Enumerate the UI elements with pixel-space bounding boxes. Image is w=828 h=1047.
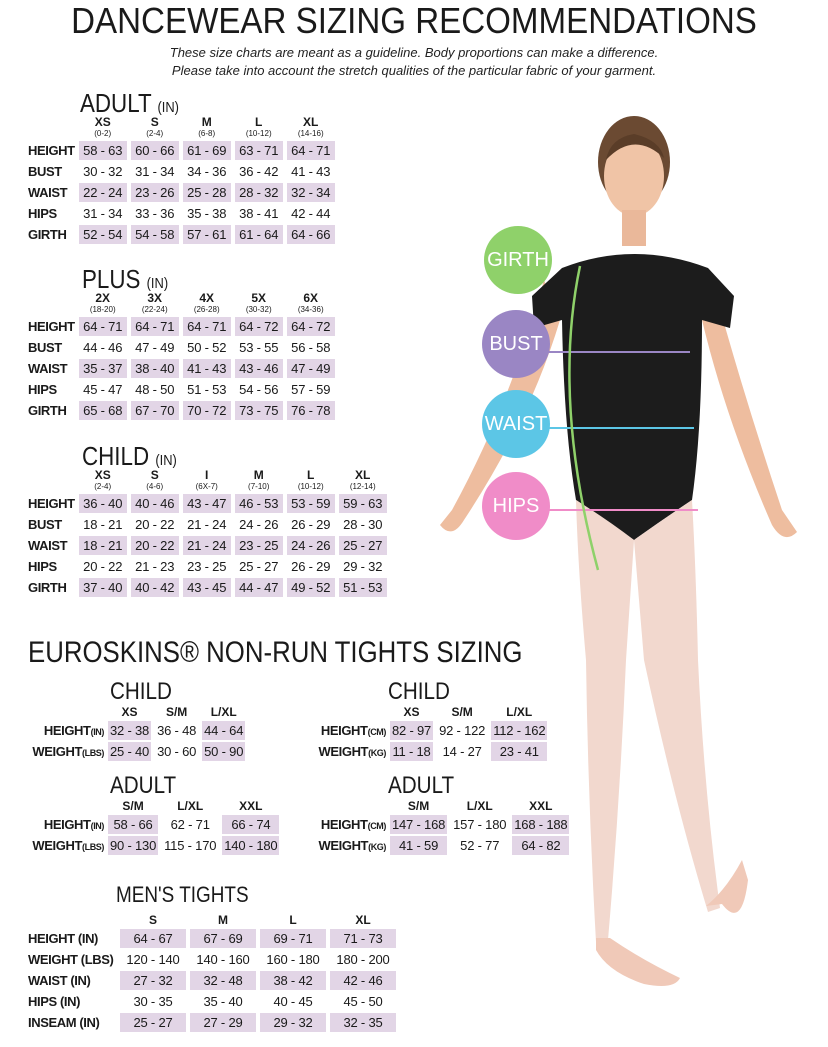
size-name: XS [94,468,111,482]
dancer-illustration [412,100,828,1042]
size-column-header: S/M [122,799,144,813]
table-row [28,317,335,336]
size-value: 11 - 18 [390,742,433,761]
size-column-header [183,116,231,139]
size-range: (6X-7) [195,482,218,491]
row-label: HEIGHT [28,319,75,334]
header-spacer [312,800,386,813]
size-value: 160 - 180 [266,952,320,967]
size-name: M [201,115,212,129]
size-value: 50 - 52 [187,340,227,355]
size-value: 56 - 58 [291,340,331,355]
size-name: L [307,468,315,482]
plus-section-title: PLUS (IN) [82,264,169,294]
row-label: GIRTH [28,580,67,595]
mens-tights-table [24,912,400,1034]
size-value: 64 - 71 [131,317,179,336]
size-value: 42 - 46 [330,971,396,990]
size-value: 31 - 34 [83,206,123,221]
guideline-note: These size charts are meant as a guideline. Body proportions can make a difference. [169,45,659,60]
table-row [28,225,335,244]
size-value: 40 - 42 [131,578,179,597]
size-range: (0-2) [94,129,112,138]
row-label: INSEAM (IN) [28,1015,100,1030]
size-column-header: L [289,913,297,927]
row-label-text: WEIGHT [32,838,82,853]
size-column-header [183,292,231,315]
size-value: 180 - 200 [336,952,390,967]
size-value: 90 - 130 [110,838,157,853]
size-value: 30 - 35 [133,994,173,1009]
size-value: 30 - 60 [157,744,197,759]
size-value: 66 - 74 [222,815,279,834]
size-value: 35 - 37 [79,359,127,378]
table-row [28,1013,396,1032]
size-value: 92 - 122 [439,723,486,738]
size-value: 41 - 59 [390,836,447,855]
tights-adult-in-table [22,798,283,857]
size-value: 23 - 41 [491,742,547,761]
size-value: 43 - 46 [235,359,283,378]
size-column-header: XXL [239,799,263,813]
size-value: 26 - 29 [291,517,331,532]
row-label-text: WEIGHT [318,838,369,853]
row-label: GIRTH [28,227,67,242]
size-value: 32 - 38 [110,723,150,738]
size-column-header [287,116,335,139]
size-value: 23 - 25 [235,536,283,555]
size-column-header [287,469,335,492]
size-value: 61 - 64 [235,225,283,244]
tights-child-in-title: CHILD [110,678,172,705]
plus-size-table [24,290,339,422]
row-label: HEIGHT (IN) [28,931,98,946]
row-label: BUST [28,340,62,355]
size-column-header: L/XL [177,799,204,813]
size-column-header: L/XL [210,705,237,719]
size-value: 28 - 32 [235,183,283,202]
table-row [28,536,387,555]
size-value: 59 - 63 [339,494,387,513]
size-value: 20 - 22 [135,517,175,532]
tights-adult-cm-title: ADULT [388,772,455,799]
size-name: 5X [251,291,267,305]
row-label: HIPS [28,559,57,574]
size-value: 22 - 24 [79,183,127,202]
size-column-header [131,469,179,492]
size-value: 29 - 32 [260,1013,326,1032]
row-label: HEIGHT [28,143,75,158]
size-name: I [205,468,209,482]
size-column-header [339,469,387,492]
table-row [28,494,387,513]
size-value: 27 - 29 [190,1013,256,1032]
row-unit: (CM) [367,821,386,831]
size-value: 18 - 21 [83,517,123,532]
row-label-text: HEIGHT [320,817,368,832]
size-value: 31 - 34 [135,164,175,179]
size-value: 73 - 75 [235,401,283,420]
header-spacer [26,706,104,719]
size-column-header: XL [355,913,371,927]
row-label [312,721,386,740]
size-value: 41 - 43 [291,164,331,179]
size-value: 65 - 68 [79,401,127,420]
size-column-header: S [148,913,157,927]
size-value: 25 - 27 [120,1013,186,1032]
table-row [28,401,335,420]
child-section-title: CHILD (IN) [82,441,177,471]
size-value: 32 - 48 [190,971,256,990]
row-label: GIRTH [28,403,67,418]
table-row [26,815,279,834]
size-value: 47 - 49 [287,359,335,378]
size-value: 69 - 71 [260,929,326,948]
size-value: 38 - 40 [131,359,179,378]
size-column-header: L/XL [466,799,493,813]
size-value: 64 - 67 [120,929,186,948]
size-name: XL [303,115,319,129]
row-label-text: WEIGHT [318,744,369,759]
row-label [312,742,386,761]
size-value: 115 - 170 [164,838,217,853]
size-name: XS [94,115,111,129]
size-name: 2X [95,291,111,305]
table-row [26,836,279,855]
size-column-header [287,292,335,315]
size-value: 157 - 180 [453,817,507,832]
size-value: 67 - 70 [131,401,179,420]
size-value: 37 - 40 [79,578,127,597]
size-value: 44 - 47 [235,578,283,597]
size-value: 27 - 32 [120,971,186,990]
size-value: 67 - 69 [190,929,256,948]
header-spacer [28,292,75,315]
table-row [28,515,387,534]
size-value: 76 - 78 [287,401,335,420]
size-value: 35 - 40 [203,994,243,1009]
size-value: 28 - 30 [343,517,383,532]
size-range: (34-36) [297,305,324,314]
row-label: BUST [28,517,62,532]
size-column-header: L/XL [506,705,533,719]
size-value: 18 - 21 [79,536,127,555]
size-value: 21 - 24 [183,536,231,555]
size-column-header [183,469,231,492]
size-range: (10-12) [297,482,324,491]
size-value: 51 - 53 [339,578,387,597]
size-column-header: S/M [451,705,473,719]
size-value: 24 - 26 [239,517,279,532]
table-row [28,380,335,399]
row-unit: (IN) [90,821,104,831]
size-value: 63 - 71 [235,141,283,160]
row-unit: (LBS) [82,842,104,852]
row-label: WAIST [28,361,68,376]
size-value: 70 - 72 [183,401,231,420]
size-range: (2-4) [146,129,164,138]
size-value: 29 - 32 [343,559,383,574]
size-value: 36 - 40 [79,494,127,513]
size-value: 50 - 90 [204,744,244,759]
size-name: S [150,115,159,129]
size-name: XL [355,468,371,482]
size-value: 51 - 53 [187,382,227,397]
size-range: (14-16) [297,129,324,138]
size-range: (26-28) [193,305,220,314]
size-column-header [235,116,283,139]
adult-section-title: ADULT (IN) [80,88,179,118]
size-value: 41 - 43 [183,359,231,378]
row-label-text: HEIGHT [43,817,91,832]
size-value: 25 - 40 [110,744,150,759]
table-row [28,204,335,223]
size-value: 64 - 71 [183,317,231,336]
row-label-text: HEIGHT [320,723,368,738]
size-name: 6X [303,291,319,305]
table-row [28,950,396,969]
size-value: 25 - 27 [339,536,387,555]
table-row [26,742,245,761]
size-value: 48 - 50 [135,382,175,397]
size-value: 64 - 72 [287,317,335,336]
size-value: 34 - 36 [187,164,227,179]
size-value: 64 - 71 [287,141,335,160]
size-column-header [235,292,283,315]
table-row [28,183,335,202]
size-value: 32 - 34 [287,183,335,202]
size-value: 120 - 140 [126,952,180,967]
size-value: 53 - 55 [239,340,279,355]
size-value: 64 - 72 [235,317,283,336]
size-value: 57 - 59 [291,382,331,397]
row-label: HIPS [28,382,57,397]
size-value: 38 - 41 [239,206,279,221]
page-title: DANCEWEAR SIZING RECOMMENDATIONS [71,0,757,41]
size-value: 64 - 71 [79,317,127,336]
girth-bubble: GIRTH [484,226,552,294]
header-spacer [28,914,116,927]
size-column-header: M [218,913,228,927]
stretch-note: Please take into account the stretch qualities of the particular fabric of your garment. [171,63,657,78]
size-value: 140 - 180 [224,838,278,853]
dancer-figure [412,100,828,1042]
size-value: 14 - 27 [442,744,482,759]
size-column-header: S/M [165,705,188,719]
size-value: 62 - 71 [170,817,210,832]
mens-tights-title: MEN'S TIGHTS [116,882,249,907]
size-value: 40 - 45 [273,994,313,1009]
header-spacer [28,116,75,139]
size-value: 53 - 59 [287,494,335,513]
table-row [28,338,335,357]
size-value: 33 - 36 [135,206,175,221]
size-range: (7-10) [248,482,270,491]
header-spacer [28,469,75,492]
row-label-text: WEIGHT [32,744,82,759]
size-name: S [150,468,159,482]
size-column-header: XS [403,705,420,719]
size-value: 140 - 160 [196,952,250,967]
row-label: HIPS [28,206,57,221]
size-range: (2-4) [94,482,112,491]
size-value: 25 - 28 [183,183,231,202]
size-column-header [79,292,127,315]
size-value: 21 - 24 [187,517,227,532]
row-label [312,815,386,834]
row-label: WAIST (IN) [28,973,91,988]
tights-adult-in-title: ADULT [110,772,177,799]
size-value: 45 - 50 [343,994,383,1009]
size-value: 60 - 66 [131,141,179,160]
size-value: 43 - 45 [183,578,231,597]
size-value: 52 - 54 [79,225,127,244]
size-range: (4-6) [146,482,164,491]
row-label: WEIGHT (LBS) [28,952,114,967]
size-value: 47 - 49 [135,340,175,355]
bust-bubble: BUST [482,310,550,378]
size-range: (22-24) [141,305,168,314]
size-name: 4X [199,291,215,305]
size-value: 38 - 42 [260,971,326,990]
size-value: 52 - 77 [460,838,500,853]
size-value: 26 - 29 [291,559,331,574]
row-label: WAIST [28,185,68,200]
row-unit: (KG) [368,748,386,758]
header-spacer [26,800,104,813]
size-name: M [253,468,264,482]
row-label: HEIGHT [28,496,75,511]
size-value: 36 - 42 [239,164,279,179]
size-value: 64 - 66 [287,225,335,244]
row-label: WAIST [28,538,68,553]
row-unit: (IN) [90,727,104,737]
size-range: (10-12) [245,129,272,138]
size-value: 24 - 26 [287,536,335,555]
row-unit: (KG) [368,842,386,852]
size-value: 58 - 63 [79,141,127,160]
size-value: 58 - 66 [108,815,158,834]
size-value: 23 - 25 [187,559,227,574]
size-column-header [79,116,127,139]
size-range: (6-8) [198,129,216,138]
size-name: 3X [147,291,163,305]
size-value: 46 - 53 [235,494,283,513]
size-value: 40 - 46 [131,494,179,513]
header-spacer [312,706,386,719]
size-value: 44 - 64 [204,723,244,738]
size-value: 49 - 52 [287,578,335,597]
tights-child-in-table [22,704,249,763]
table-row [28,557,387,576]
size-value: 71 - 73 [330,929,396,948]
table-row [28,141,335,160]
table-row [28,929,396,948]
table-row [28,578,387,597]
size-value: 23 - 26 [131,183,179,202]
size-value: 57 - 61 [183,225,231,244]
size-value: 168 - 188 [514,817,568,832]
size-value: 44 - 46 [83,340,123,355]
table-row [28,359,335,378]
size-value: 43 - 47 [183,494,231,513]
row-unit: (LBS) [82,748,104,758]
size-column-header: XXL [529,799,553,813]
table-row [26,721,245,740]
row-label: HIPS (IN) [28,994,81,1009]
size-value: 30 - 32 [83,164,123,179]
row-label-text: HEIGHT [43,723,91,738]
size-value: 82 - 97 [392,723,432,738]
size-value: 20 - 22 [83,559,123,574]
row-label [312,836,386,855]
size-value: 112 - 162 [493,723,546,738]
size-column-header [131,292,179,315]
row-label [26,815,104,834]
size-value: 61 - 69 [183,141,231,160]
waist-bubble: WAIST [482,390,550,458]
table-row [28,992,396,1011]
size-value: 54 - 56 [239,382,279,397]
tights-section-title: EUROSKINS® NON-RUN TIGHTS SIZING [28,636,523,669]
size-value: 35 - 38 [187,206,227,221]
size-value: 32 - 35 [330,1013,396,1032]
row-label: BUST [28,164,62,179]
size-value: 54 - 58 [131,225,179,244]
size-column-header [235,469,283,492]
row-label [26,742,104,761]
size-value: 64 - 82 [512,836,569,855]
size-value: 45 - 47 [83,382,123,397]
table-row [28,162,335,181]
size-value: 20 - 22 [131,536,179,555]
size-range: (12-14) [349,482,376,491]
row-label [26,836,104,855]
row-label [26,721,104,740]
size-value: 25 - 27 [239,559,279,574]
size-column-header [79,469,127,492]
size-value: 42 - 44 [291,206,331,221]
size-value: 21 - 23 [135,559,175,574]
size-value: 36 - 48 [157,723,197,738]
tights-child-cm-title: CHILD [388,678,450,705]
size-range: (30-32) [245,305,272,314]
size-column-header [131,116,179,139]
hips-bubble: HIPS [482,472,550,540]
row-unit: (CM) [367,727,386,737]
size-value: 147 - 168 [392,817,446,832]
size-column-header: S/M [407,799,430,813]
size-name: L [255,115,263,129]
adult-size-table [24,114,339,246]
child-size-table [24,467,391,599]
table-row [28,971,396,990]
size-range: (18-20) [89,305,116,314]
size-column-header: XS [121,705,138,719]
